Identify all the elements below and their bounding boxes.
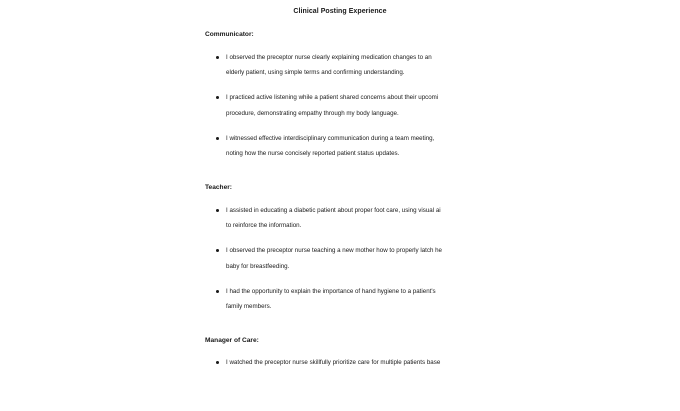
list-item-line: I observed the preceptor nurse clearly explaining medication changes to an — [226, 54, 432, 61]
section-heading-teacher: Teacher: — [205, 184, 232, 191]
list-item-line: baby for breastfeeding. — [226, 262, 290, 270]
document-title: Clinical Posting Experience — [293, 8, 387, 15]
list-item-line: family members. — [226, 303, 272, 311]
list-item-line: I had the opportunity to explain the importance of hand hygiene to a patient's — [226, 287, 436, 295]
section-heading-manager-of-care: Manager of Care: — [205, 337, 259, 344]
bullet-icon — [216, 249, 219, 252]
section-heading-communicator: Communicator: — [205, 31, 254, 38]
bullet-icon — [216, 137, 219, 140]
list-item — [205, 50, 465, 80]
list-item-line: I practiced active listening while a patient shared concerns about their upcomi — [226, 94, 439, 102]
list-item — [205, 90, 465, 120]
bullet-list-communicator — [205, 50, 465, 171]
list-item-line: I assisted in educating a diabetic patient about proper foot care, using visual ai — [226, 207, 441, 214]
bullet-icon — [216, 96, 219, 99]
list-item-line: I witnessed effective interdisciplinary communication during a team meeting, — [226, 134, 435, 142]
list-item-line: noting how the nurse concisely reported patient status updates. — [226, 150, 400, 158]
list-item-line: to reinforce the information. — [226, 222, 302, 230]
list-item-line: I observed the preceptor nurse teaching a new mother how to properly latch he — [226, 247, 443, 255]
list-item — [205, 203, 465, 233]
list-item-line: procedure, demonstrating empathy through my body language. — [226, 109, 399, 117]
list-item — [205, 131, 465, 161]
list-item-line: elderly patient, using simple terms and confirming understanding. — [226, 69, 405, 77]
list-item — [205, 355, 465, 370]
list-item-line: I watched the preceptor nurse skillfully prioritize care for multiple patients base — [226, 359, 441, 366]
bullet-icon — [216, 56, 219, 59]
list-item — [205, 243, 465, 273]
bullet-list-manager-of-care — [205, 355, 465, 380]
list-item — [205, 284, 465, 314]
bullet-icon — [216, 361, 219, 364]
bullet-icon — [216, 209, 219, 212]
bullet-icon — [216, 290, 219, 293]
bullet-list-teacher — [205, 203, 465, 324]
